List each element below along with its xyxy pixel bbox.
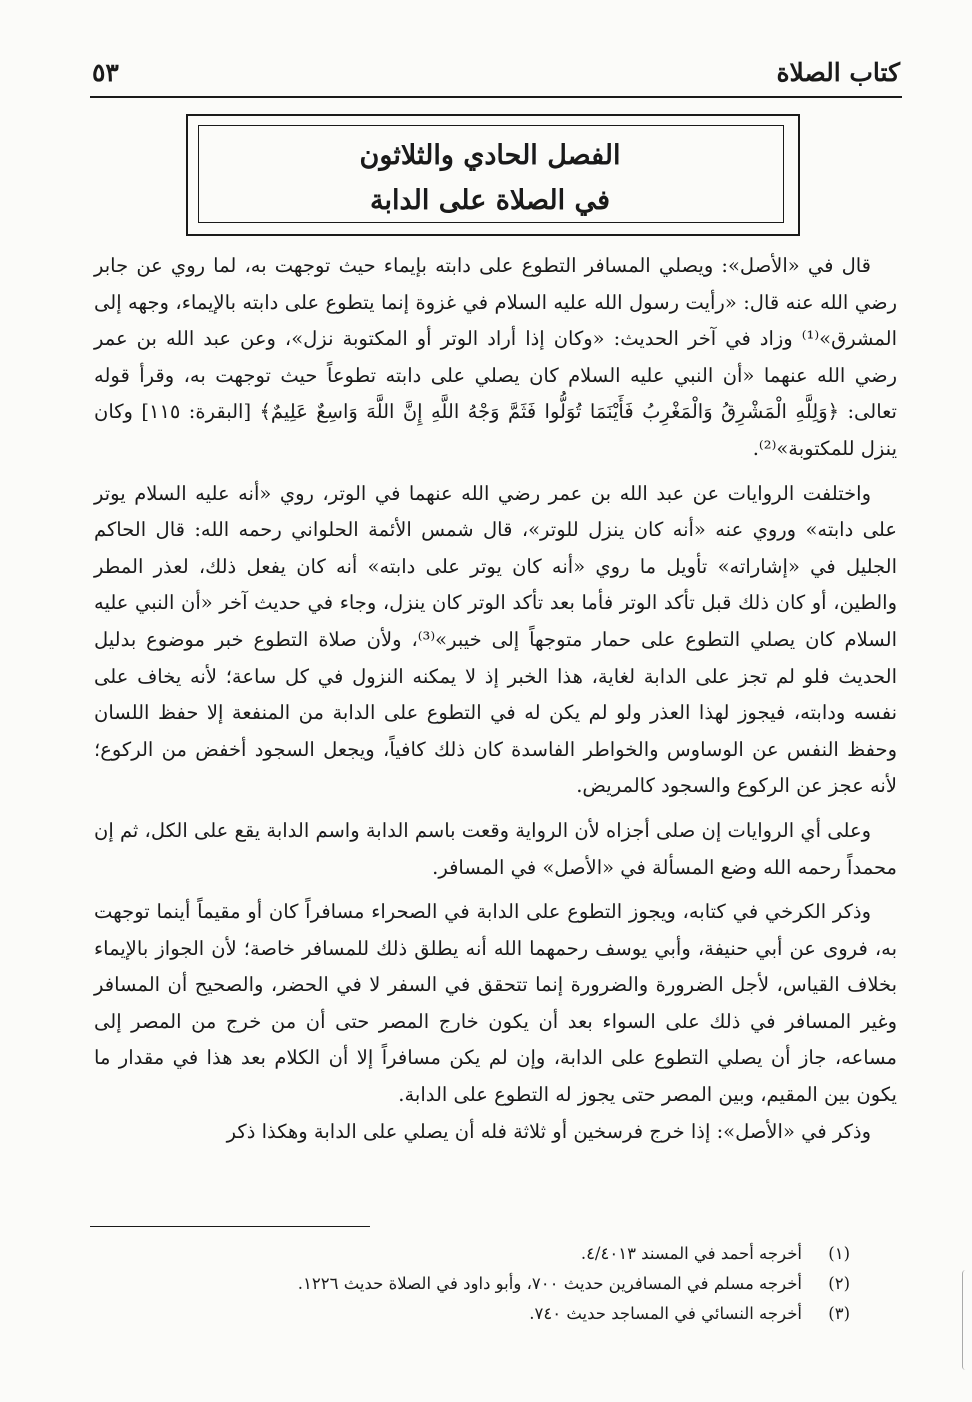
footnote-number: (٣) xyxy=(828,1304,850,1323)
footnote-number: (١) xyxy=(828,1244,850,1263)
page-header xyxy=(92,58,900,92)
page-edge-mark xyxy=(962,1270,969,1370)
footnote xyxy=(94,1240,850,1268)
paragraph: وذكر الكرخي في كتابه، ويجوز التطوع على الدابة في الصحراء مسافراً كان أو مقيماً أينما توجهت به، فروى عن أبي حنيفة، وأبي يوسف رحمهما الله أنه يطلق ذلك للمسافر خاصة؛ لأن الجواز بالإيماء بخلاف القياس، لأجل الضرورة والضرورة إنما تتحقق في السفر لا في الحضر، والصحيح أن المسافر وغير المسافر في ذلك على السواء بعد أن يكون خارج المصر حتى أن من خرج من المصر إلى مساعه، جاز أن يصلي التطوع على الدابة، وإن لم يكن مسافراً إلا أن الكلام بعد هذا في مقدار ما يكون بين المقيم، وبين المصر حتى يجوز له التطوع على الدابة. xyxy=(94,900,897,1107)
footnote xyxy=(94,1300,850,1328)
footnote xyxy=(94,1270,850,1298)
paragraph: واختلفت الروايات عن عبد الله بن عمر رضي الله عنهما في الوتر، روي «أنه عليه السلام يوتر على دابته» وروي عنه «أنه كان ينزل للوتر»، قال شمس الأئمة الحلواني رحمه الله: قال الحاكم الجليل في «إشاراته» تأويل ما روي «أنه كان يوتر على دابته» أنه كان يفعل ذلك، لعذر المطر والطين، أو كان ذلك قبل تأكد الوتر فأما بعد تأكد الوتر كان ينزل، وجاء في حديث آخر «أن النبي عليه السلام كان يصلي التطوع على حمار متوجهاً إلى خيبر»⁽³⁾، ولأن صلاة التطوع خبر موضوع بدليل الحديث فلو لم تجز على الدابة لغاية، هذا الخبر إذ لا يمكنه النزول في كل ساعة؛ لأنه يخاف على نفسه ودابته، فيجوز لهذا العذر ولو لم يكن له في التطوع على الدابة من المنفعة إلا حفظ اللسان وحفظ النفس عن الوساوس والخواطر الفاسدة كان ذلك كافياً، ويجعل السجود أخفض من الركوع؛ لأنه عجز عن الركوع والسجود كالمريض. xyxy=(94,481,898,798)
chapter-subtitle: في الصلاة على الدابة xyxy=(370,185,610,216)
paragraph: قال في «الأصل»: ويصلي المسافر التطوع على دابته بإيماء حيث توجهت به، لما روي عن جابر رضي الله عنه قال: «رأيت رسول الله عليه السلام في غزوة إنما يتطوع على دابته بالإيماء، وجهه إلى المشرق»⁽¹⁾ وزاد في آخر الحديث: «وكان إذا أراد الوتر أو المكتوبة نزل»، وعن عبد الله بن عمر رضي الله عنهما «أن النبي عليه السلام كان يصلي على دابته تطوعاً حيث توجهت به، وقرأ قوله تعالى: ﴿وَلِلَّهِ الْمَشْرِقُ وَالْمَغْرِبُ فَأَيْنَمَا تُوَلُّوا فَثَمَّ وَجْهُ اللَّهِ إِنَّ اللَّهَ وَاسِعٌ عَلِيمٌ﴾ [البقرة: ١١٥] وكان ينزل للمكتوبة»⁽²⁾. xyxy=(94,254,897,460)
footnote-text: أخرجه أحمد في المسند ٤/٤٠١٣. xyxy=(580,1244,802,1263)
chapter-title: الفصل الحادي والثلاثون xyxy=(359,140,621,171)
footnote-text: أخرجه النسائي في المساجد حديث ٧٤٠. xyxy=(529,1304,802,1323)
page-number: ٥٣ xyxy=(92,58,119,87)
paragraph: وذكر في «الأصل»: إذا خرج فرسخين أو ثلاثة فله أن يصلي على الدابة وهكذا ذكر xyxy=(226,1119,871,1143)
header-rule xyxy=(90,96,902,98)
footnote-separator xyxy=(90,1226,370,1227)
paragraph: وعلى أي الروايات إن صلى أجزاه لأن الرواية وقعت باسم الدابة واسم الدابة يقع على الكل، ثم إن محمداً رحمه الله وضع المسألة في «الأصل» في المسافر. xyxy=(94,818,897,879)
footnote-text: أخرجه مسلم في المسافرين حديث ٧٠٠، وأبو داود في الصلاة حديث ١٢٢٦. xyxy=(297,1274,802,1293)
running-title: كتاب الصلاة xyxy=(776,58,900,87)
footnote-number: (٢) xyxy=(828,1274,850,1293)
chapter-heading xyxy=(198,133,782,223)
main-text xyxy=(94,248,897,1150)
